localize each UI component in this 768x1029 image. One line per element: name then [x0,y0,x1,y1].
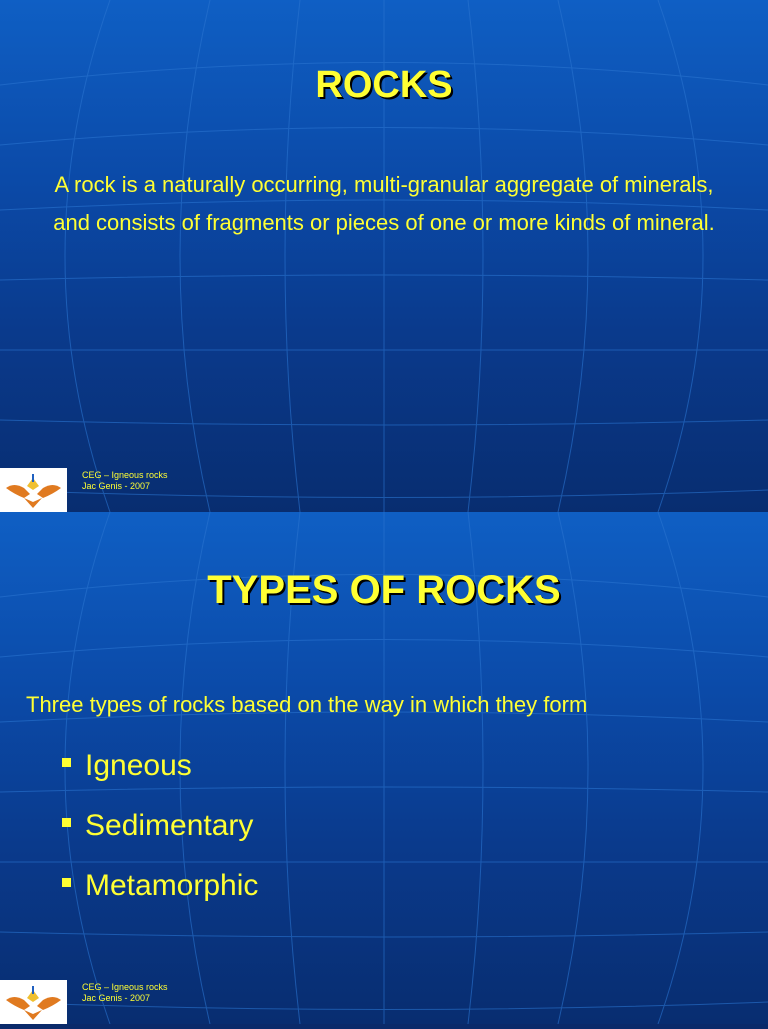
rock-definition: A rock is a naturally occurring, multi-granular aggregate of minerals, and consists of fragments or pieces of one or more kinds of mineral. [53,172,715,235]
bullet-label: Sedimentary [85,809,254,842]
slide-1 [0,0,768,512]
logo-icon [0,468,67,512]
bullet-label: Metamorphic [85,869,259,902]
slide-title: ROCKS [315,64,453,106]
list-item [60,802,258,862]
footer-line-1: CEG – Igneous rocks [82,982,168,992]
list-item [60,862,258,922]
footer-credits [82,470,168,492]
footer-line-2: Jac Genis - 2007 [82,481,151,491]
rock-types-intro: Three types of rocks based on the way in which they form [26,692,588,717]
hands-with-book-logo [0,980,67,1024]
footer-credits [82,982,168,1004]
rock-types-list [60,742,258,922]
hands-with-book-logo [0,468,67,512]
square-bullet-icon [62,878,71,887]
slide-title: TYPES OF ROCKS [207,568,561,612]
list-item [60,742,258,802]
square-bullet-icon [62,818,71,827]
square-bullet-icon [62,758,71,767]
footer-line-2: Jac Genis - 2007 [82,993,151,1003]
logo-icon [0,980,67,1024]
bullet-label: Igneous [85,749,192,782]
footer-line-1: CEG – Igneous rocks [82,470,168,480]
